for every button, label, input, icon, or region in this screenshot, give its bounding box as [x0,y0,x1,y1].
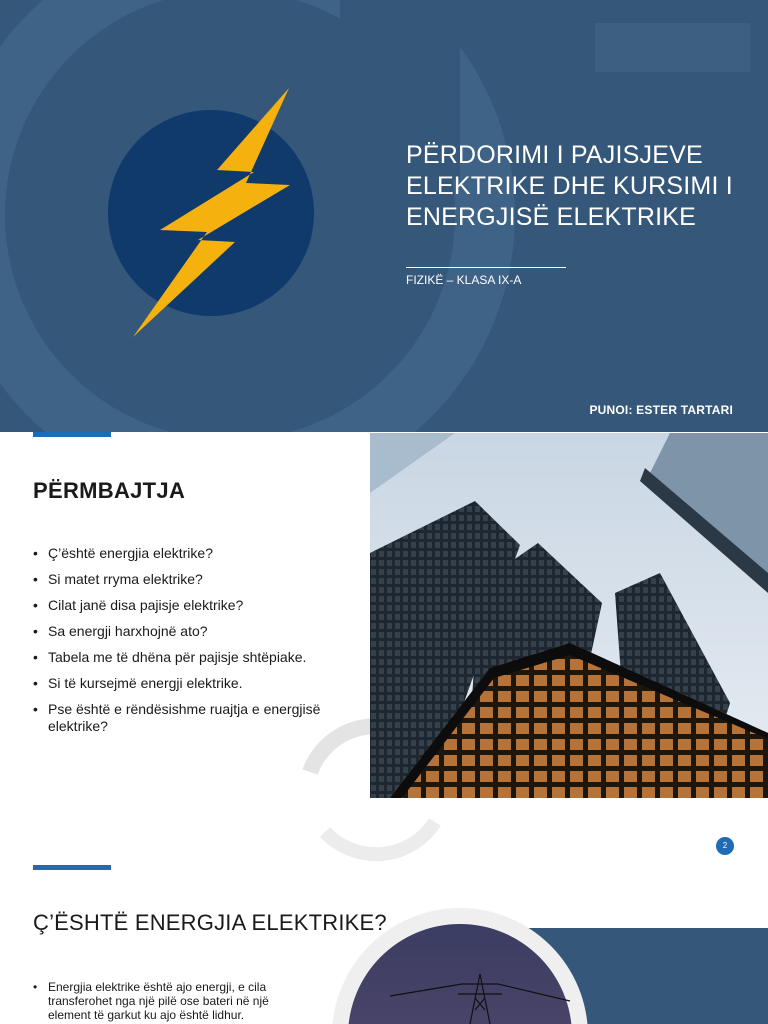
section-heading: Ç’ËSHTË ENERGJIA ELEKTRIKE? [33,910,387,935]
contents-list [33,545,323,744]
contents-heading: PËRMBAJTJA [33,478,186,503]
skyscrapers-photo [370,433,768,798]
slide-title: PËRDORIMI I PAJISJEVE ELEKTRIKE DHE KURSIMI I ENERGJISË ELEKTRIKE [406,141,733,231]
list-item: • Energjia elektrike është ajo energji, e cila transferohet nga një pilë ose bateri në një element të garkut ku ajo është lidhur. [33,980,313,1022]
slide-subtitle: FIZIKË – KLASA IX-A [406,273,522,287]
accent-bar [33,432,111,437]
contents-slide [0,432,768,862]
decorative-box [595,23,750,72]
accent-bar [33,865,111,870]
list-item: • Cilat janë disa pajisje elektrike? [33,597,323,614]
power-lines-photo [330,906,768,1024]
definition-list [33,980,313,1022]
list-item: • Ç’është energjia elektrike? [33,545,323,562]
page-number-badge: 2 [716,837,734,855]
list-item: • Tabela me të dhëna për pajisje shtëpiake. [33,649,323,666]
energy-definition-slide [0,862,768,1024]
title-slide [0,0,768,432]
author-label: PUNOI: ESTER TARTARI [589,403,733,417]
list-item: • Pse është e rëndësishme ruajtja e energjisë elektrike? [33,701,323,735]
list-item: • Sa energji harxhojnë ato? [33,623,323,640]
list-item: • Si matet rryma elektrike? [33,571,323,588]
list-item: • Si të kursejmë energji elektrike. [33,675,323,692]
title-divider [406,267,566,268]
